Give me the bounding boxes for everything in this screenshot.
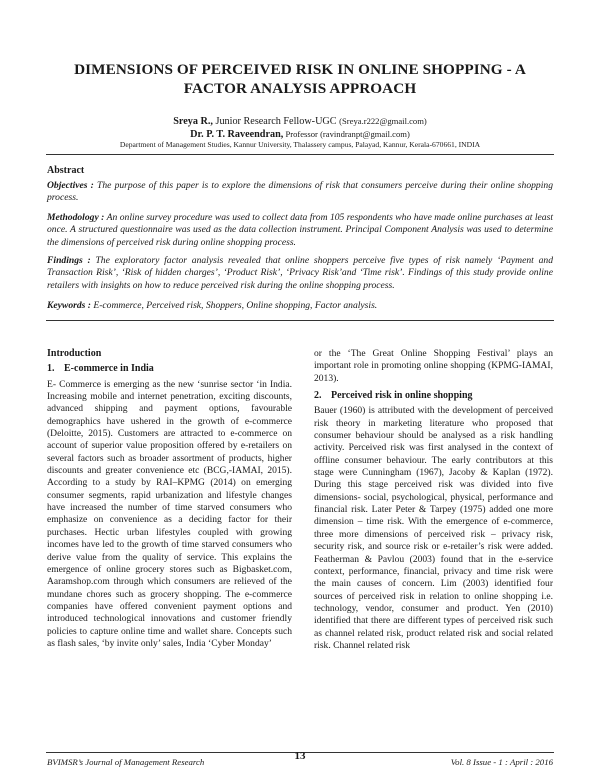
author-2-role: Professor <box>283 129 321 139</box>
author-line-1 <box>40 115 560 128</box>
abstract-bottom-rule <box>46 320 554 321</box>
methodology-text: An online survey procedure was used to collect data from 105 respondents who have made online purchases at least once. A structured questionnaire was used as the data collection instrument. Principal Component Analysis was used to determine the dimensions of perceived risk during online shopping process. <box>47 212 553 248</box>
abstract-findings <box>47 255 553 292</box>
keywords-label: Keywords : <box>47 300 91 311</box>
methodology-label: Methodology : <box>47 212 105 223</box>
author-2-email: (ravindranpt@gmail.com) <box>320 129 410 139</box>
author-1-role: Junior Research Fellow-UGC <box>212 116 340 127</box>
abstract-top-rule <box>46 154 554 155</box>
author-1-email: (Sreya.r222@gmail.com) <box>339 116 427 126</box>
author-affiliation: Department of Management Studies, Kannur University, Thalassery campus, Palayad, Kannur, Kerala-670661, INDIA <box>119 140 481 149</box>
footer-journal: BVIMSR’s Journal of Management Research <box>47 757 205 767</box>
abstract-methodology <box>47 212 553 249</box>
left-column <box>47 348 292 650</box>
findings-label: Findings : <box>47 255 91 266</box>
section-1-number: 1. <box>47 363 55 375</box>
footer-issue: Vol. 8 Issue - 1 : April : 2016 <box>450 757 553 767</box>
objectives-text: The purpose of this paper is to explore the dimensions of risk that consumers perceive during their online shopping process. <box>47 180 553 204</box>
section-2-number: 2. <box>314 390 322 402</box>
section-1-continued: or the ‘The Great Online Shopping Festival’ plays an important role in promoting online shopping (KPMG-IAMAI, 2013). <box>314 348 553 384</box>
paper-title: DIMENSIONS OF PERCEIVED RISK IN ONLINE SHOPPING - A FACTOR ANALYSIS APPROACH <box>74 61 526 97</box>
author-2-name: Dr. P. T. Raveendran, <box>190 129 284 140</box>
abstract-objectives <box>47 180 553 205</box>
page-number: 13 <box>294 750 306 762</box>
section-1-body: E- Commerce is emerging as the new ‘sunrise sector ‘in India. Increasing mobile and internet penetration, exciting discounts, advanced shipping and payment options, favourable demographics have ushered in the growth of e-commerce (Deloitte, 2015). Customers are attracted to e-commerce on account of superior value proposition offered by e-retailers on several factors such as broader assortment of products, higher discounts and greater convenience etc (BCG,-IAMAI, 2015). According to a study by RAI–KPMG (2014) on emerging consumer segments, rapid urbanization and lifestyle changes have increased the number of time starved consumers who emphasize on convenience as a deciding factor for their purchases. Hectic urban lifestyles coupled with growing incomes have led to the growth of time starved consumers who derive value from the quality of service. This explains the emergence of online grocery stores such as Bigbasket.com, Aaramshop.com through which consumers are relieved of the mundane chores such as grocery shopping. The e-commerce companies have offered convenient payment options and introduced technological innovations and customer friendly policies to capture online time and wallet share. Concepts such as flash sales, ‘by invite only’ sales, India ‘Cyber Monday’ <box>47 378 292 649</box>
keywords-text: E-commerce, Perceived risk, Shoppers, Online shopping, Factor analysis. <box>90 300 378 311</box>
section-2-body: Bauer (1960) is attributed with the development of perceived risk theory in marketing literature who proposed that consumer behaviour should be analysed as a risk handling activity. Perceived risk was first analysed in the context of offline consumer behaviour. The early contributors at this stage were Cunningham (1967), Jacoby & Kaplan (1972). During this stage perceived risk was divided into five dimensions- social, psychological, physical, performance and financial risk. Later Peter & Tarpey (1975) added one more dimension – time risk. With the emergence of e-commerce, three more dimensions of perceived risk – privacy risk, security risk, and source risk or e-retailer’s risk were added. Featherman & Pavlou (2003) found that in the e-service context, performance, financial, privacy and time risk were the main causes of concern. Lim (2003) identified four sources of perceived risk in relation to online shopping i.e. technology, vendor, consumer and product. Yen (2010) identified that there are different types of perceived risk such as channel related risk, product related risk and social related risk. Channel related risk <box>314 405 553 651</box>
section-2-heading <box>314 390 553 402</box>
abstract-keywords <box>47 300 553 312</box>
author-1-name: Sreya R., <box>173 116 213 127</box>
section-1-heading <box>47 363 292 375</box>
section-2-title: Perceived risk in online shopping <box>331 390 473 402</box>
introduction-heading: Introduction <box>47 348 102 359</box>
section-1-title: E-commerce in India <box>64 363 154 375</box>
right-column <box>314 348 553 652</box>
abstract-heading: Abstract <box>47 165 85 176</box>
findings-text: The exploratory factor analysis revealed that online shoppers perceive five types of risk namely ‘Payment and Transaction Risk’, ‘Risk of hidden charges’, ‘Product Risk’, ‘Privacy Risk’and ‘Time risk’. Findings of this study provide online retailers with insights on how to reduce perceived risk during the online shopping process. <box>47 255 553 291</box>
objectives-label: Objectives : <box>47 180 94 191</box>
